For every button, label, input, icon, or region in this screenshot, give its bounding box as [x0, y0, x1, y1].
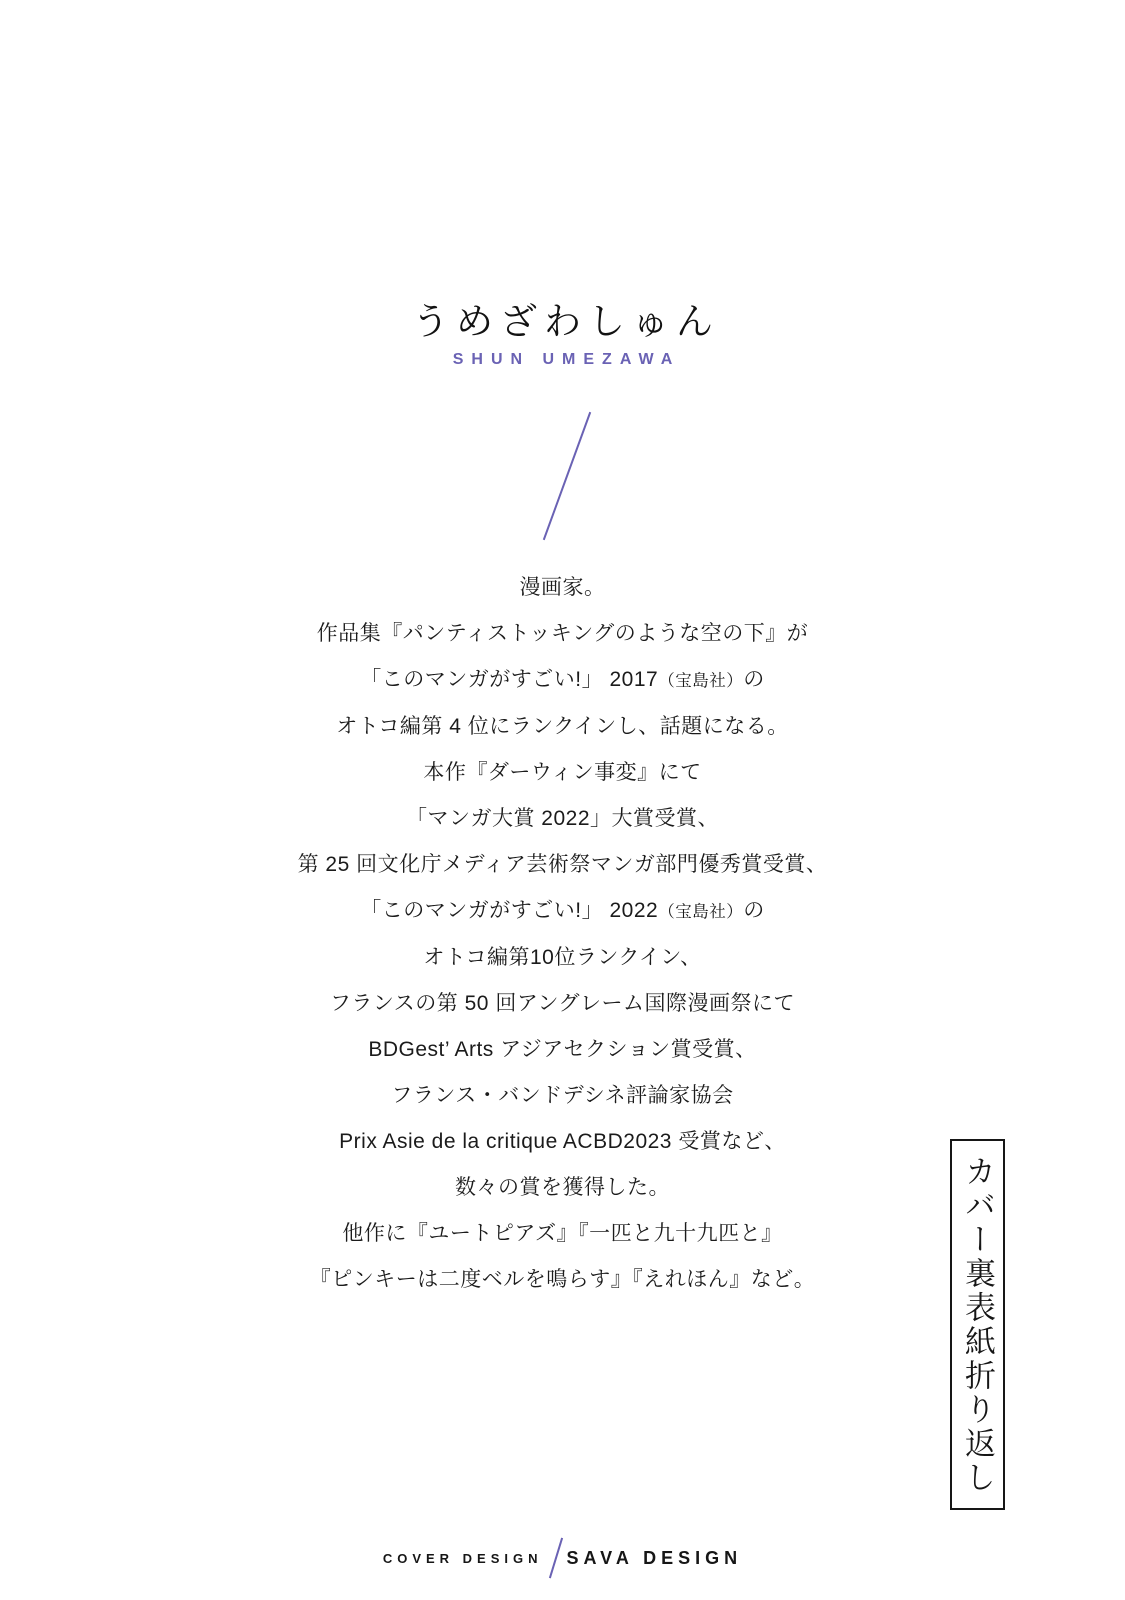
author-name-romaji: SHUN UMEZAWA — [452, 351, 681, 368]
cover-design-label: COVER DESIGN — [382, 1550, 543, 1566]
bio-line: オトコ編第 4 位にランクインし、話題になる。 — [336, 715, 789, 738]
bio-line: 『ピンキーは二度ベルを鳴らす』『えれほん』など。 — [309, 1268, 816, 1291]
cover-flap-note: カバー裏表紙折り返し — [950, 1139, 1005, 1510]
bio-line: 漫画家。 — [519, 576, 606, 599]
bio-line: 数々の賞を獲得した。 — [455, 1176, 670, 1199]
bio-line: Prix Asie de la critique ACBD2023 受賞など、 — [339, 1130, 786, 1153]
diagonal-slash-line — [543, 412, 591, 540]
cover-design-credit — [0, 1534, 1125, 1582]
bio-line: フランス・バンドデシネ評論家協会 — [391, 1084, 734, 1107]
bio-line: 第 25 回文化庁メディア芸術祭マンガ部門優秀賞受賞、 — [297, 853, 828, 876]
bio-line: フランスの第 50 回アングレーム国際漫画祭にて — [329, 992, 796, 1015]
bio-line: 本作『ダーウィン事変』にて — [423, 761, 702, 784]
bio-line: BDGest’ Arts アジアセクション賞受賞、 — [368, 1038, 757, 1061]
bio-line: オトコ編第10位ランクイン、 — [423, 946, 702, 969]
bio-line: 「このマンガがすごい!」 2017（宝島社）の — [360, 668, 765, 691]
slash-divider-icon — [548, 1538, 562, 1579]
bio-line: 「マンガ大賞 2022」大賞受賞、 — [405, 807, 720, 830]
bio-line: 他作に『ユートピアズ』『一匹と九十九匹と』 — [342, 1222, 783, 1245]
bio-line: 「このマンガがすごい!」 2022（宝島社）の — [360, 899, 765, 922]
bio-line: 作品集『パンティストッキングのような空の下』が — [316, 622, 809, 645]
author-name-japanese: うめざわしゅん — [412, 300, 720, 343]
cover-design-studio-name: SAVA DESIGN — [566, 1547, 743, 1568]
